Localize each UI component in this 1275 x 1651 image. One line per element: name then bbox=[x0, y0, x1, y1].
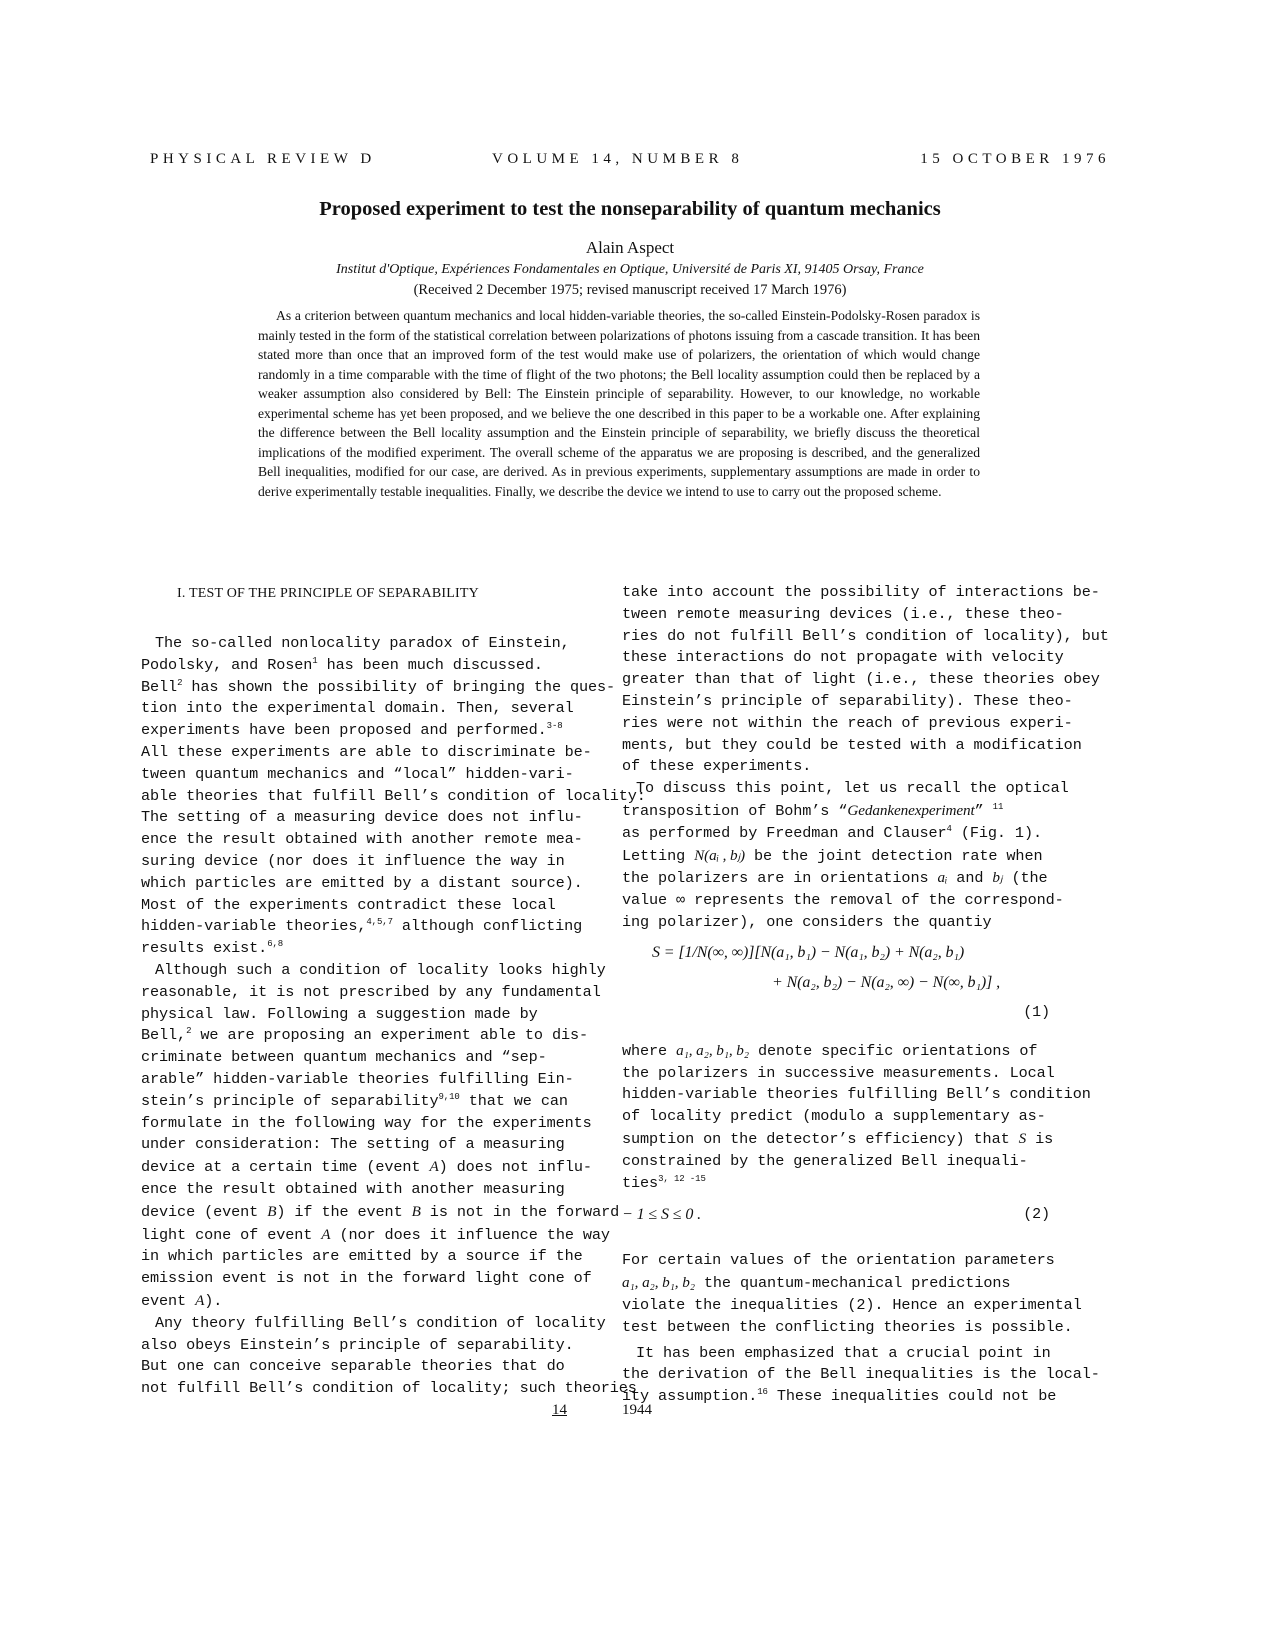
math-expression: N(aᵢ , bⱼ) bbox=[694, 846, 746, 864]
text-line: Although such a condition of locality looks highly bbox=[155, 960, 606, 979]
text-line: All these experiments are able to discriminate be- bbox=[141, 742, 592, 761]
math-variable: B bbox=[267, 1202, 277, 1220]
ref-superscript: 3, 12 -15 bbox=[658, 1173, 706, 1184]
paragraph-4 bbox=[622, 582, 1109, 778]
equation-2-text: − 1 ≤ S ≤ 0 . bbox=[622, 1206, 702, 1224]
text-line: ries do not fulfill Bell’s condition of locality), but bbox=[622, 626, 1109, 645]
right-column bbox=[622, 582, 1109, 1408]
abstract-text: As a criterion between quantum mechanics and local hidden-variable theories, the so-called Einstein-Podolsky-Rosen paradox is mainly tested in the form of the statistical correlation between polarizations of photons issuing from a cascade transition. It has been stated more than once that an improved form of the test would make use of polarizers, the orientation of which would change randomly in a time comparable with the time of flight of the two photons; the Bell locality assumption could then be replaced by a weaker assumption also considered by Bell: The Einstein principle of separability. However, to our knowledge, no workable experimental scheme has yet been proposed, and we believe the one described in this paper to be a workable one. After explaining the difference between the Bell locality assumption and the Einstein principle of separability, we briefly discuss the theoretical implications of the modified experiment. The overall scheme of the apparatus we are proposing is described, and the generalized Bell inequalities, modified for our case, are derived. As in previous experiments, supplementary assumptions are made in order to derive experimentally testable inequalities. Finally, we describe the device we intend to use to carry out the proposed scheme. bbox=[258, 308, 980, 499]
equation-number: (2) bbox=[1023, 1206, 1050, 1224]
text-line: ries were not within the reach of previous experi- bbox=[622, 713, 1073, 732]
ref-superscript: 1 bbox=[312, 655, 318, 666]
author: Alain Aspect bbox=[585, 238, 675, 257]
text-line: as performed by Freedman and Clauser$^4$ (Fig. 1). bbox=[622, 823, 1042, 842]
equation-2 bbox=[622, 1202, 1058, 1250]
italic-term: Gedankenexperiment bbox=[847, 801, 975, 819]
text-line: the derivation of the Bell inequalities is the local- bbox=[622, 1365, 1100, 1384]
text-line: For certain values of the orientation parameters bbox=[622, 1251, 1055, 1270]
text-line: under consideration: The setting of a measuring bbox=[141, 1135, 565, 1154]
math-variable: aᵢ bbox=[937, 869, 948, 887]
ref-superscript: 4,5,7 bbox=[366, 917, 393, 928]
text-line: Letting N(aᵢ , bⱼ) be the joint detection rate when bbox=[622, 846, 1043, 865]
paragraph-2 bbox=[141, 960, 620, 1313]
text-line: suring device (nor does it influence the way in bbox=[141, 851, 565, 870]
text-line: device (event B) if the event B is not in the forward bbox=[141, 1202, 620, 1221]
text-line: of locality predict (modulo a supplementary as- bbox=[622, 1107, 1046, 1126]
ref-superscript: 2 bbox=[177, 677, 183, 688]
text-line: transposition of Bohm’s “Gedankenexperiment” $^{11}$ bbox=[622, 801, 1004, 820]
text-line: Bell$^2$ has shown the possibility of bringing the ques- bbox=[141, 677, 616, 696]
text-line: To discuss this point, let us recall the optical bbox=[636, 779, 1069, 798]
text-line: in which particles are emitted by a source if the bbox=[141, 1247, 583, 1266]
text-line: take into account the possibility of interactions be- bbox=[622, 583, 1100, 601]
text-line: ing polarizer), one considers the quantiy bbox=[622, 912, 992, 931]
text-line: hidden-variable theories,$^{4,5,7}$ although conflicting bbox=[141, 917, 583, 936]
text-line: Most of the experiments contradict these local bbox=[141, 895, 556, 914]
paragraph-7 bbox=[622, 1250, 1082, 1338]
text-line: which particles are emitted by a distant source). bbox=[141, 873, 583, 892]
journal-name: PHYSICAL REVIEW D bbox=[150, 151, 376, 167]
text-line: event A). bbox=[141, 1291, 223, 1310]
math-variable: A bbox=[195, 1291, 205, 1309]
text-line: able theories that fulfill Bell’s condition of locality: bbox=[141, 786, 646, 805]
text-line: ity assumption.$^{16}$ These inequalities could not be bbox=[622, 1387, 1057, 1406]
text-line: these interactions do not propagate with velocity bbox=[622, 648, 1064, 667]
issue-date: 15 OCTOBER 1976 bbox=[920, 151, 1110, 167]
footer-volume: 14 bbox=[552, 1402, 567, 1418]
text-line: not fulfill Bell’s condition of locality; such theories bbox=[141, 1379, 637, 1398]
abstract bbox=[258, 306, 980, 501]
ref-superscript: 6,8 bbox=[267, 939, 284, 950]
ref-superscript: 2 bbox=[186, 1026, 192, 1037]
text-line: device at a certain time (event A) does not influ- bbox=[141, 1158, 592, 1177]
math-variable: A bbox=[321, 1225, 331, 1243]
text-line: greater than that of light (i.e., these theories obey bbox=[622, 670, 1100, 689]
text-line: constrained by the generalized Bell inequali- bbox=[622, 1151, 1028, 1170]
left-column bbox=[141, 584, 646, 1400]
text-line: Einstein’s principle of separability). These theo- bbox=[622, 691, 1073, 710]
text-line: tween remote measuring devices (i.e., these theo- bbox=[622, 604, 1064, 623]
equation-1 bbox=[622, 942, 1058, 1040]
text-line: where a₁, a₂, b₁, b₂ denote specific orientations of bbox=[622, 1041, 1038, 1060]
text-line: light cone of event A (nor does it influence the way bbox=[141, 1225, 610, 1244]
running-head bbox=[150, 151, 1110, 173]
text-line: emission event is not in the forward light cone of bbox=[141, 1269, 592, 1288]
paragraph-3 bbox=[141, 1313, 637, 1400]
text-line: physical law. Following a suggestion made by bbox=[141, 1004, 538, 1023]
text-line: ence the result obtained with another measuring bbox=[141, 1179, 565, 1198]
text-line: experiments have been proposed and performed.$^{3-8}$ bbox=[141, 721, 563, 740]
text-line: the polarizers in successive measurements. Local bbox=[622, 1063, 1055, 1082]
ref-superscript: 3-8 bbox=[546, 721, 563, 732]
text-line: Podolsky, and Rosen$^1$ has been much discussed. bbox=[141, 655, 543, 674]
text-line: stein’s principle of separability$^{9,10}$ that we can bbox=[141, 1091, 568, 1110]
paragraph-8 bbox=[622, 1343, 1100, 1408]
page-number: 1944 bbox=[622, 1402, 652, 1418]
text-line: a₁, a₂, b₁, b₂ the quantum-mechanical predictions bbox=[622, 1274, 1011, 1293]
equation-1-line-2: + N(a₂, b₂) − N(a₂, ∞) − N(∞, b₁)] , bbox=[772, 973, 1001, 991]
text-line: tion into the experimental domain. Then, several bbox=[141, 699, 574, 718]
paper-title: Proposed experiment to test the nonseparability of quantum mechanics bbox=[319, 198, 941, 220]
received-dates: (Received 2 December 1975; revised manuscript received 17 March 1976) bbox=[413, 282, 847, 298]
math-variable: B bbox=[411, 1202, 421, 1220]
math-expression: a₁, a₂, b₁, b₂ bbox=[622, 1274, 695, 1292]
ref-superscript: 11 bbox=[992, 801, 1004, 812]
text-line: It has been emphasized that a crucial point in bbox=[636, 1343, 1051, 1362]
text-line: The so-called nonlocality paradox of Einstein, bbox=[155, 634, 570, 652]
text-line: the polarizers are in orientations aᵢ and bⱼ (the bbox=[622, 869, 1048, 888]
text-line: ence the result obtained with another remote mea- bbox=[141, 830, 583, 849]
math-variable: A bbox=[429, 1158, 439, 1176]
text-line: ments, but they could be tested with a modification bbox=[622, 735, 1082, 754]
ref-superscript: 16 bbox=[757, 1387, 768, 1398]
equation-1-line-1: S = [1/N(∞, ∞)][N(a₁, b₁) − N(a₁, b₂) + N(a₂, b₁) bbox=[652, 943, 965, 961]
text-line: tween quantum mechanics and “local” hidden-vari- bbox=[141, 764, 574, 783]
text-line: test between the conflicting theories is possible. bbox=[622, 1317, 1073, 1336]
text-line: But one can conceive separable theories that do bbox=[141, 1357, 565, 1376]
math-variable: bⱼ bbox=[992, 869, 1003, 887]
math-variable: S bbox=[1018, 1129, 1027, 1147]
paragraph-6 bbox=[622, 1040, 1091, 1195]
text-line: formulate in the following way for the experiments bbox=[141, 1113, 592, 1132]
text-line: violate the inequalities (2). Hence an experimental bbox=[622, 1295, 1082, 1314]
equation-number: (1) bbox=[1023, 1003, 1050, 1021]
volume-number: VOLUME 14, NUMBER 8 bbox=[492, 151, 744, 167]
paragraph-5 bbox=[622, 778, 1069, 934]
text-line: criminate between quantum mechanics and “sep- bbox=[141, 1048, 547, 1067]
paragraph-1 bbox=[141, 633, 646, 960]
text-line: also obeys Einstein’s principle of separability. bbox=[141, 1335, 574, 1354]
math-expression: a₁, a₂, b₁, b₂ bbox=[676, 1041, 749, 1059]
text-line: of these experiments. bbox=[622, 757, 812, 776]
text-line: hidden-variable theories fulfilling Bell’s condition bbox=[622, 1085, 1091, 1104]
text-line: reasonable, it is not prescribed by any fundamental bbox=[141, 982, 601, 1001]
section-heading: I. TEST OF THE PRINCIPLE OF SEPARABILITY bbox=[177, 586, 479, 601]
text-line: Bell,$^2$ we are proposing an experiment able to dis- bbox=[141, 1026, 589, 1045]
text-line: results exist.$^{6,8}$ bbox=[141, 939, 284, 958]
text-line: sumption on the detector’s efficiency) that S is bbox=[622, 1129, 1054, 1148]
text-line: arable” hidden-variable theories fulfilling Ein- bbox=[141, 1069, 574, 1088]
text-line: Any theory fulfilling Bell’s condition of locality bbox=[155, 1313, 606, 1332]
ref-superscript: 4 bbox=[946, 823, 952, 834]
text-line: value ∞ represents the removal of the correspond- bbox=[622, 891, 1064, 910]
ref-superscript: 9,10 bbox=[438, 1091, 460, 1102]
affiliation: Institut d'Optique, Expériences Fondamentales en Optique, Université de Paris XI, 91405 Orsay, France bbox=[336, 262, 924, 277]
text-line: ties$^{3, 12 -15}$ bbox=[622, 1173, 706, 1192]
text-line: The setting of a measuring device does not influ- bbox=[141, 808, 583, 827]
